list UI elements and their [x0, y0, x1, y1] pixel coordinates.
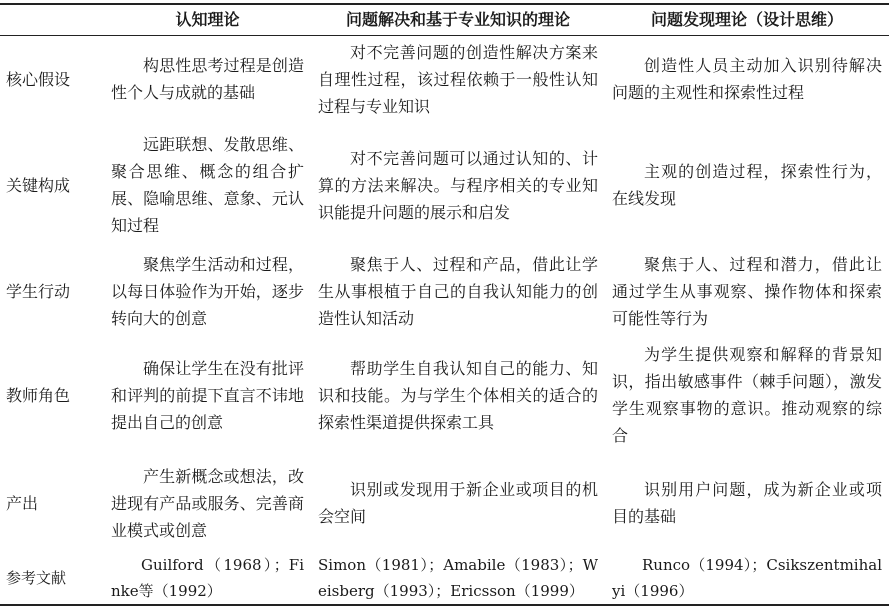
table-header — [0, 4, 889, 35]
table-cell — [104, 123, 311, 247]
cell-text: 聚焦于人、过程和潜力，借此让通过学生从事观察、操作物体和探索可能性等行为 — [612, 255, 882, 328]
row-label: 参考文献 — [6, 569, 67, 587]
cell-text: 聚焦于人、过程和产品，借此让学生从事根植于自己的自我认知能力的创造性认知活动 — [318, 255, 598, 328]
table-body — [0, 35, 889, 605]
header-corner — [0, 4, 104, 35]
cell-text: Runco（1994）；Csikszentmihalyi（1996） — [612, 556, 882, 600]
row-label: 核心假设 — [6, 69, 71, 89]
table-cell — [311, 336, 605, 454]
cell-text: 确保让学生在没有批评和评判的前提下直言不讳地提出自己的创意 — [111, 358, 304, 432]
table-row — [0, 454, 889, 552]
table-row — [0, 123, 889, 247]
table-cell — [104, 247, 311, 336]
table-row — [0, 247, 889, 336]
table-cell — [104, 454, 311, 552]
header-row — [0, 4, 889, 35]
cell-text: 构思性思考过程是创造性个人与成就的基础 — [111, 56, 304, 103]
table-cell — [311, 454, 605, 552]
comparison-table — [0, 3, 889, 606]
cell-text: Simon（1981）；Amabile（1983）；Weisberg（1993）；Ericsson（1999） — [318, 556, 598, 600]
table-cell — [605, 454, 889, 552]
cell-text: 产生新概念或想法，改进现有产品或服务、完善商业模式或创意 — [111, 466, 304, 540]
table-cell — [104, 552, 311, 605]
cell-text: 对不完善问题的创造性解决方案来自理性过程，该过程依赖于一般性认知过程与专业知识 — [318, 42, 598, 116]
table-row — [0, 35, 889, 123]
cell-text: 对不完善问题可以通过认知的、计算的方法来解决。与程序相关的专业知识能提升问题的展示和启发 — [318, 148, 598, 222]
table-cell — [605, 552, 889, 605]
table-row — [0, 336, 889, 454]
row-label: 教师角色 — [6, 385, 71, 405]
row-label: 关键构成 — [6, 175, 71, 195]
cell-text: 创造性人员主动加入识别待解决问题的主观性和探索性过程 — [612, 56, 882, 103]
table-row — [0, 552, 889, 605]
row-label: 学生行动 — [6, 282, 71, 301]
table-cell — [104, 336, 311, 454]
table-cell — [311, 35, 605, 123]
table-cell — [311, 123, 605, 247]
cell-text: 远距联想、发散思维、聚合思维、概念的组合扩展、隐喻思维、意象、元认知过程 — [111, 135, 304, 235]
cell-text: 帮助学生自我认知自己的能力、知识和技能。为与学生个体相关的适合的探索性渠道提供探索工具 — [318, 358, 598, 432]
row-label: 产出 — [6, 493, 39, 513]
cell-text: 聚焦学生活动和过程，以每日体验作为开始，逐步转向大的创意 — [111, 255, 304, 328]
cell-text: 为学生提供观察和解释的背景知识，指出敏感事件（棘手问题），激发学生观察事物的意识。推动观察的综合 — [612, 345, 882, 445]
table-cell — [605, 336, 889, 454]
table-cell — [311, 552, 605, 605]
cell-text: Guilford（1968）；Finke等（1992） — [111, 556, 304, 600]
header-cognitive-theory: 认知理论 — [175, 10, 240, 30]
header-problem-finding-theory: 问题发现理论（设计思维） — [650, 10, 843, 30]
table-cell — [605, 123, 889, 247]
cell-text: 识别用户问题，成为新企业或项目的基础 — [612, 480, 882, 526]
cell-text: 识别或发现用于新企业或项目的机会空间 — [318, 480, 598, 526]
table-cell — [605, 35, 889, 123]
table-cell — [104, 35, 311, 123]
table-cell — [605, 247, 889, 336]
table-cell — [311, 247, 605, 336]
header-problem-solving-theory: 问题解决和基于专业知识的理论 — [345, 10, 570, 30]
cell-text: 主观的创造过程，探索性行为，在线发现 — [612, 162, 882, 208]
